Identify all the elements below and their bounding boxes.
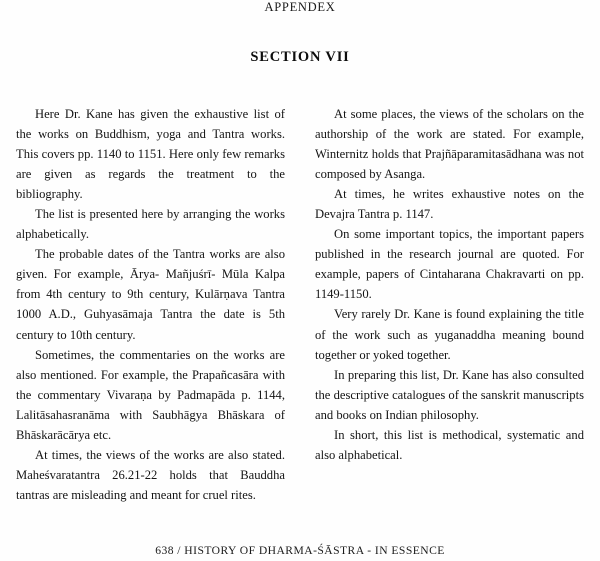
paragraph: The probable dates of the Tantra works are also given. For example, Ārya- Mañjuśrī- Mūla Kalpa from 4th century to 9th century, Kulārṇava Tantra 1000 A.D., Guhyasāmaja Tantra the date is 5th century to 10th century. xyxy=(16,247,285,342)
paragraph: Here Dr. Kane has given the exhaustive list of the works on Buddhism, yoga and Tantra works. This covers pp. 1140 to 1151. Here only few remarks are given as regards the treatment to the bibliography. xyxy=(16,107,285,202)
appendix-heading: APPENDEX xyxy=(264,0,336,14)
paragraph: On some important topics, the important papers published in the research journal are quoted. For example, papers of Cintaharana Chakravarti on pp. 1149-1150. xyxy=(315,227,584,302)
paragraph: At some places, the views of the scholars on the authorship of the work are stated. For example, Winternitz holds that Prajñāparamitasādhana was not composed by Asanga. xyxy=(315,107,584,182)
paragraph: At times, the views of the works are also stated. Maheśvaratantra 26.21-22 holds that Bauddha tantras are misleading and meant for cruel rites. xyxy=(16,447,285,502)
section-heading: SECTION VII xyxy=(250,49,350,65)
paragraph: Very rarely Dr. Kane is found explaining the title of the work such as yuganaddha meaning bound together or yoked together. xyxy=(315,307,584,362)
page-footer: 638 / HISTORY OF DHARMA-ŚĀSTRA - IN ESSENCE xyxy=(155,544,445,557)
left-column xyxy=(16,104,285,505)
two-column-body xyxy=(16,104,584,505)
paragraph: Sometimes, the commentaries on the works are also mentioned. For example, the Prapañcasāra with the commentary Vivaraṇa by Padmapāda p. 1144, Lalitāsahasranāma with Saubhāgya Bhāskara of Bhāskarācārya etc. xyxy=(16,347,285,442)
paragraph: In preparing this list, Dr. Kane has also consulted the descriptive catalogues of the sanskrit manuscripts and books on Indian philosophy. xyxy=(315,367,584,422)
right-column xyxy=(315,104,584,465)
paragraph: At times, he writes exhaustive notes on the Devajra Tantra p. 1147. xyxy=(315,187,584,222)
paragraph: The list is presented here by arranging the works alphabetically. xyxy=(16,207,285,242)
paragraph: In short, this list is methodical, systematic and also alphabetical. xyxy=(315,427,584,462)
